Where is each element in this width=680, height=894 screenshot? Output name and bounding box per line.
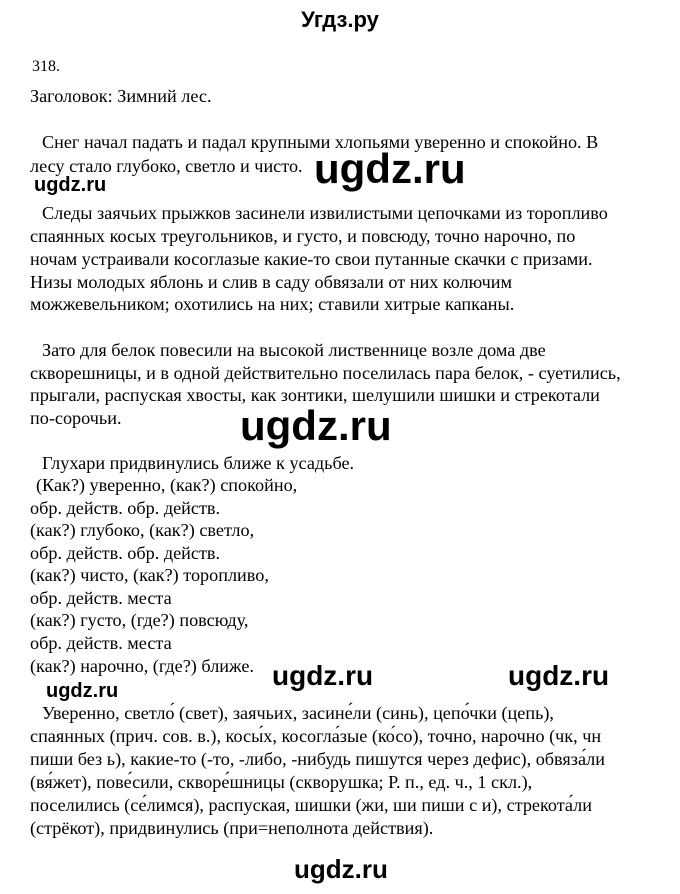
text-line: (как?) чисто, (как?) торопливо, xyxy=(30,565,269,585)
text-line: Глухари придвинулись ближе к усадьбе. xyxy=(42,453,355,473)
watermark: ugdz.ru xyxy=(240,402,392,449)
text-line: (как?) глубоко, (как?) светло, xyxy=(30,520,255,540)
text-line: спаянных (прич. сов. в.), косы́х, косогла́зые (ко́со), точно, нарочно (чк, чн xyxy=(30,726,602,746)
watermark: ugdz.ru xyxy=(508,660,610,691)
text-line: по-сорочьи. xyxy=(30,408,122,428)
text-line: Зато для белок повесили на высокой лиственнице возле дома две xyxy=(42,340,546,360)
text-line: обр. действ. места xyxy=(30,633,172,653)
text-line: обр. действ. обр. действ. xyxy=(30,498,221,518)
text-line: спаянных косых треугольников, и густо, и повсюду, точно нарочно, по xyxy=(30,226,576,246)
text-line: (как?) густо, (где?) повсюду, xyxy=(30,610,249,630)
task-number: 318. xyxy=(32,58,60,75)
text-line: пиши без ь), какие-то (-то, -либо, -нибудь пишутся через дефис), обвяза́ли xyxy=(30,749,605,769)
watermark: ugdz.ru xyxy=(34,174,107,196)
text-line: ночам устраивали косоглазые какие-то свои путанные скачки с призами. xyxy=(30,249,593,269)
text-line: (стрёкот), придвинулись (при=неполнота действия). xyxy=(30,818,434,838)
text-line: можжевельником; охотились на них; ставили хитрые капканы. xyxy=(30,294,515,314)
text-line: Следы заячьих прыжков засинели извилистыми цепочками из торопливо xyxy=(42,203,608,223)
text-line: обр. действ. обр. действ. xyxy=(30,543,221,563)
text-line: поселились (се́лимся), распуская, шишки (жи, ши пиши с и), стрекота́ли xyxy=(30,795,592,815)
text-line: (как?) нарочно, (где?) ближе. xyxy=(30,656,254,676)
text-line: Низы молодых яблонь и слив в саду обвязали от них колючим xyxy=(30,272,512,292)
text-line: (Как?) уверенно, (как?) спокойно, xyxy=(36,475,298,495)
watermark: ugdz.ru xyxy=(294,854,388,884)
text-line: (вя́жет), пове́сили, скворе́шницы (скворушка; Р. п., ед. ч., 1 скл.), xyxy=(30,772,533,792)
site-title: Угдз.ру xyxy=(301,7,379,32)
watermark: ugdz.ru xyxy=(272,660,374,691)
text-line: обр. действ. места xyxy=(30,588,172,608)
text-line: Снег начал падать и падал крупными хлопьями уверенно и спокойно. В xyxy=(42,132,599,152)
text-line: прыгали, распуская хвосты, как зонтики, шелушили шишки и стрекотали xyxy=(30,385,600,405)
text-line: Уверенно, светло́ (свет), заячьих, засине́ли (синь), цепо́чки (цепь), xyxy=(42,703,554,723)
title-line: Заголовок: Зимний лес. xyxy=(30,86,212,106)
text-line: скворешницы, и в одной действительно поселилась пара белок, - суетились, xyxy=(30,363,621,383)
watermark: ugdz.ru xyxy=(314,145,466,192)
watermark: ugdz.ru xyxy=(46,680,119,702)
text-line: лесу стало глубоко, светло и чисто. xyxy=(30,156,303,176)
